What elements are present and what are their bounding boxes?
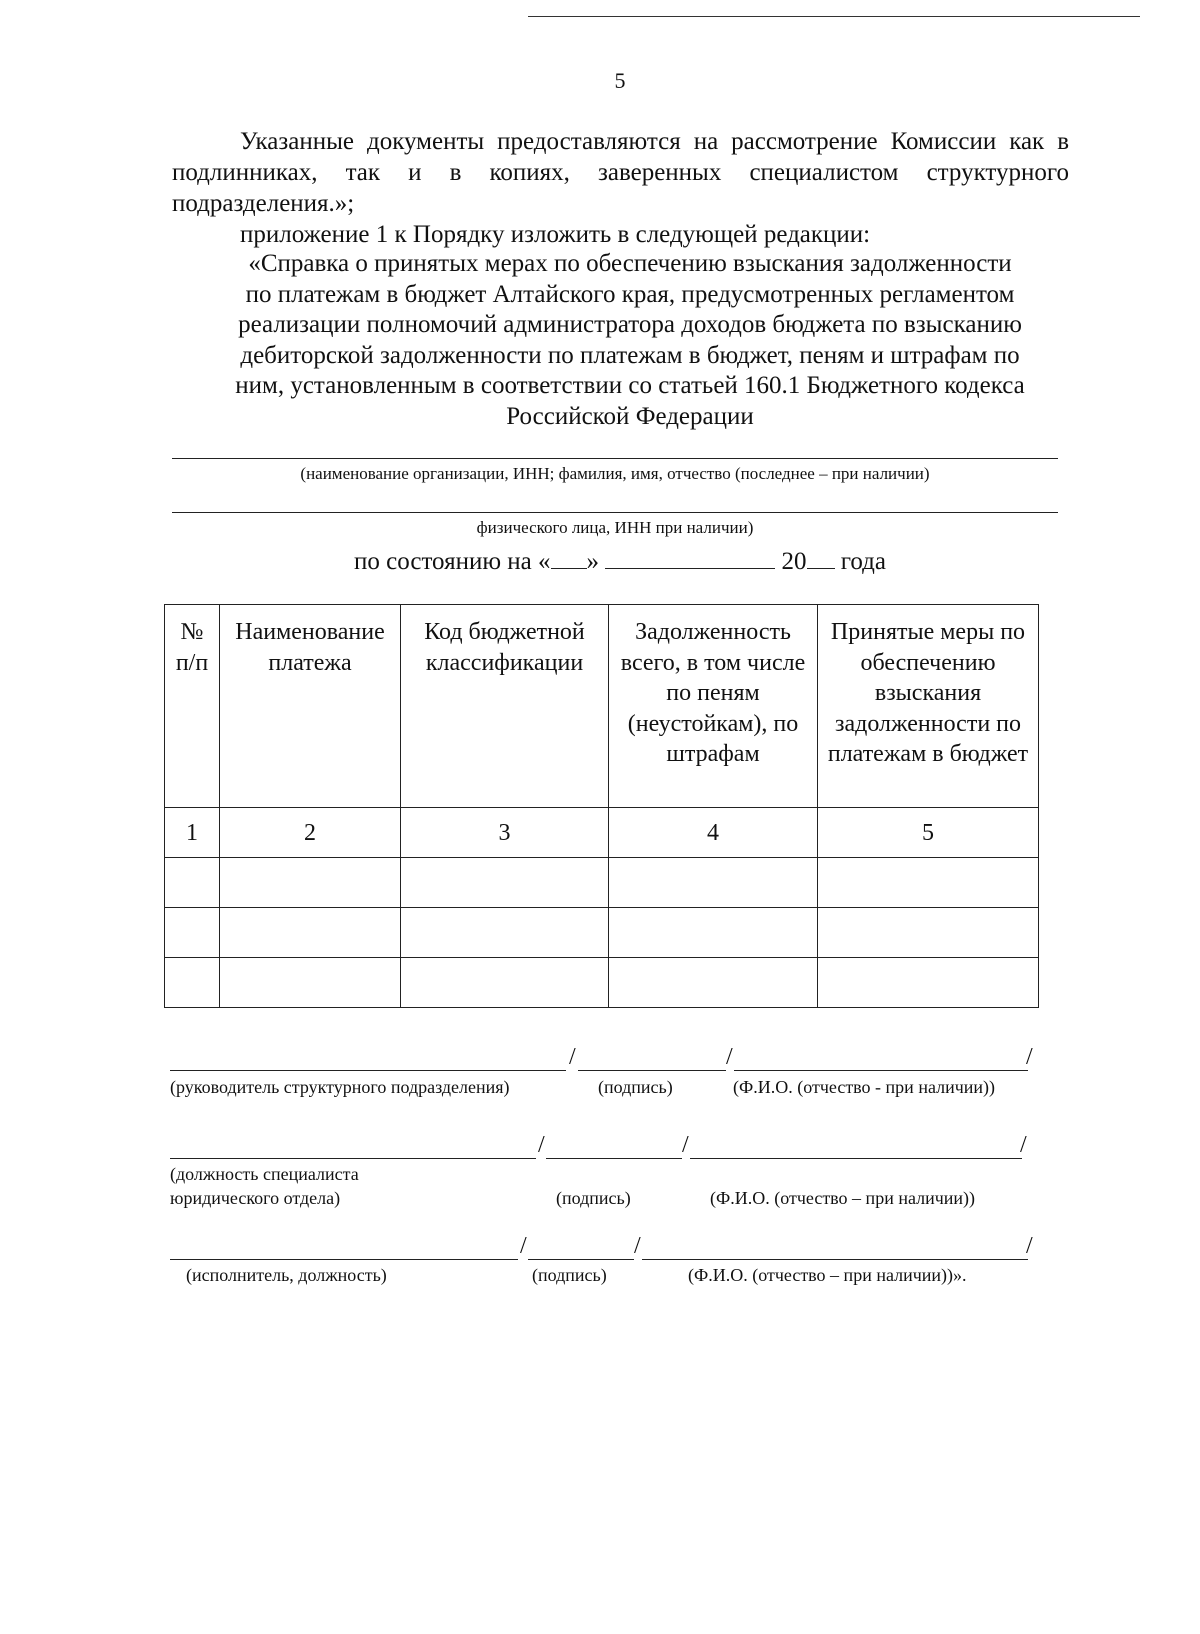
separator-slash: / <box>1020 1132 1027 1158</box>
paragraph-documents: Указанные документы предоставляются на рассмотрение Комиссии как в подлинниках, так и в копиях, заверенных специалистом структурного подразделения.»; <box>172 128 1069 217</box>
title-line: реализации полномочий администратора доходов бюджета по взысканию <box>238 311 1022 338</box>
signature-fio-line <box>690 1158 1022 1159</box>
empty-cell <box>401 908 609 958</box>
title-line: ним, установленным в соответствии со статьей 160.1 Бюджетного кодекса <box>235 372 1025 399</box>
signature-role-line <box>170 1158 536 1159</box>
paragraph-appendix: приложение 1 к Порядку изложить в следующей редакции: <box>240 221 871 248</box>
empty-cell <box>165 858 220 908</box>
signature-fio-line <box>734 1070 1028 1071</box>
separator-slash: / <box>538 1132 545 1158</box>
org-name-line-2 <box>172 512 1058 513</box>
title-line: дебиторской задолженности по платежам в бюджет, пеням и штрафам по <box>240 341 1020 369</box>
separator-slash: / <box>520 1233 527 1259</box>
date-prefix: по состоянию на « <box>354 548 551 575</box>
signature-fio-line <box>642 1259 1028 1260</box>
signature-fio-caption: (Ф.И.О. (отчество – при наличии)) <box>710 1188 976 1208</box>
column-number-cell: 4 <box>609 808 818 858</box>
separator-slash: / <box>634 1233 641 1259</box>
empty-cell <box>401 958 609 1008</box>
org-name-line <box>172 458 1058 459</box>
year-prefix: 20 <box>781 548 807 575</box>
title-line: Российской Федерации <box>506 402 754 430</box>
table-row <box>165 908 1039 958</box>
measures-table <box>164 604 1039 1008</box>
empty-cell <box>165 908 220 958</box>
signature-role-caption-2: юридического отдела) <box>170 1188 341 1208</box>
title-line: по платежам в бюджет Алтайского края, предусмотренных регламентом <box>245 280 1015 308</box>
as-of-date <box>0 546 1200 576</box>
empty-cell <box>609 908 818 958</box>
separator-slash: / <box>682 1132 689 1158</box>
signature-role-line <box>170 1070 566 1071</box>
signature-role-caption: (руководитель структурного подразделения) <box>170 1077 510 1097</box>
empty-cell <box>609 858 818 908</box>
empty-cell <box>401 858 609 908</box>
empty-cell <box>165 958 220 1008</box>
column-number-cell: 3 <box>401 808 609 858</box>
signature-fio-caption: (Ф.И.О. (отчество – при наличии))». <box>688 1265 967 1285</box>
signature-fio-caption: (Ф.И.О. (отчество - при наличии)) <box>733 1077 996 1097</box>
page-number: 5 <box>614 68 626 93</box>
empty-cell <box>818 958 1039 1008</box>
separator-slash: / <box>726 1044 733 1070</box>
org-name-caption: (наименование организации, ИНН; фамилия, имя, отчество (последнее – при наличии) <box>300 464 930 483</box>
date-quote-close: » <box>586 548 599 575</box>
header-payment-name: Наименование платежа <box>220 605 401 808</box>
header-number: № п/п <box>165 605 220 808</box>
header-budget-code: Код бюджетной классификации <box>401 605 609 808</box>
header-rule <box>528 16 1140 17</box>
empty-cell <box>818 908 1039 958</box>
year-blank <box>807 546 835 569</box>
title-line: «Справка о принятых мерах по обеспечению взыскания задолженности <box>248 250 1012 277</box>
signature-sign-caption: (подпись) <box>598 1077 673 1097</box>
header-measures-taken: Принятые меры по обеспечению взыскания задолженности по платежам в бюджет <box>818 605 1039 808</box>
table-row <box>165 958 1039 1008</box>
signature-sign-line <box>546 1158 682 1159</box>
day-blank <box>551 546 587 569</box>
date-suffix: года <box>840 548 886 575</box>
signature-sign-line <box>578 1070 726 1071</box>
signature-sign-caption: (подпись) <box>556 1188 631 1208</box>
signature-sign-line <box>528 1259 634 1260</box>
table-row <box>165 808 1039 858</box>
column-number-cell: 5 <box>818 808 1039 858</box>
org-name-caption-2: физического лица, ИНН при наличии) <box>476 518 754 537</box>
empty-cell <box>609 958 818 1008</box>
signature-role-line <box>170 1259 518 1260</box>
signature-role-caption: (исполнитель, должность) <box>186 1265 387 1285</box>
table-row <box>165 858 1039 908</box>
signature-role-caption: (должность специалиста <box>170 1164 359 1184</box>
empty-cell <box>220 908 401 958</box>
empty-cell <box>220 958 401 1008</box>
empty-cell <box>818 858 1039 908</box>
separator-slash: / <box>1026 1233 1033 1259</box>
header-debt-total: Задолженность всего, в том числе по пеням (неустойкам), по штрафам <box>609 605 818 808</box>
form-title <box>180 249 1080 432</box>
column-number-cell: 2 <box>220 808 401 858</box>
column-number-cell: 1 <box>165 808 220 858</box>
empty-cell <box>220 858 401 908</box>
month-blank <box>605 546 775 569</box>
separator-slash: / <box>1026 1044 1033 1070</box>
signature-sign-caption: (подпись) <box>532 1265 607 1285</box>
separator-slash: / <box>569 1044 576 1070</box>
table-header-row <box>165 605 1039 808</box>
